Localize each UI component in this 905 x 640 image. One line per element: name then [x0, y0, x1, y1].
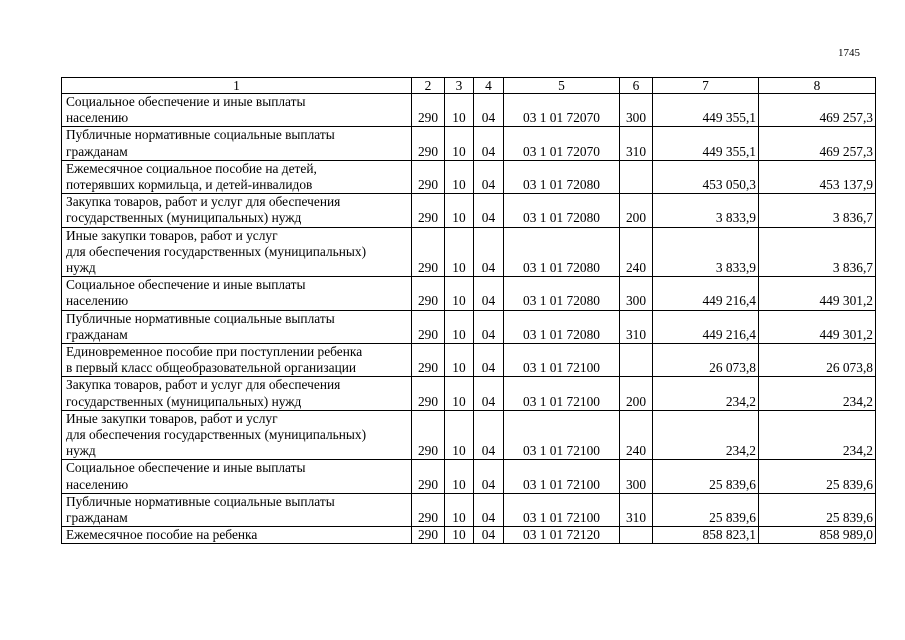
- item-name-line: населению: [66, 476, 129, 492]
- table-row: [62, 527, 876, 544]
- item-name-line: гражданам: [66, 143, 128, 159]
- item-name-line: гражданам: [66, 326, 128, 342]
- header-col-7: 7: [653, 78, 759, 94]
- item-name-line: гражданам: [66, 510, 128, 526]
- cell-amount-col7: 453 050,3: [653, 160, 759, 193]
- table-row: [62, 194, 876, 227]
- cell-item-name: [62, 410, 412, 460]
- cell-subchapter: 04: [474, 160, 504, 193]
- table-row: [62, 277, 876, 310]
- cell-expense-type: 200: [620, 377, 653, 410]
- cell-subchapter: 04: [474, 344, 504, 377]
- item-name-line: Социальное обеспечение и иные выплаты: [66, 277, 306, 293]
- cell-subchapter: 04: [474, 460, 504, 493]
- cell-subchapter: 04: [474, 377, 504, 410]
- cell-expense-type: 200: [620, 194, 653, 227]
- item-name-line: для обеспечения государственных (муниципальных): [66, 243, 367, 259]
- cell-section: 290: [412, 277, 445, 310]
- cell-item-name: [62, 377, 412, 410]
- cell-amount-col8: 234,2: [759, 410, 876, 460]
- cell-expense-type: 240: [620, 227, 653, 277]
- cell-target-code: 03 1 01 72100: [504, 410, 620, 460]
- cell-item-name: [62, 344, 412, 377]
- table-header: [62, 78, 876, 94]
- item-name-line: Публичные нормативные социальные выплаты: [66, 310, 335, 326]
- cell-expense-type: 240: [620, 410, 653, 460]
- cell-section: 290: [412, 527, 445, 544]
- cell-expense-type: 300: [620, 460, 653, 493]
- table-row: [62, 127, 876, 160]
- cell-expense-type: 310: [620, 310, 653, 343]
- cell-subchapter: 04: [474, 493, 504, 526]
- cell-amount-col7: 3 833,9: [653, 227, 759, 277]
- table-row: [62, 227, 876, 277]
- cell-chapter: 10: [445, 277, 474, 310]
- cell-section: 290: [412, 377, 445, 410]
- header-row: [62, 78, 876, 94]
- item-name-line: населению: [66, 110, 129, 126]
- cell-chapter: 10: [445, 493, 474, 526]
- cell-amount-col7: 26 073,8: [653, 344, 759, 377]
- item-name-line: государственных (муниципальных) нужд: [66, 393, 302, 409]
- cell-subchapter: 04: [474, 527, 504, 544]
- cell-amount-col8: 25 839,6: [759, 493, 876, 526]
- cell-chapter: 10: [445, 94, 474, 127]
- item-name-line: государственных (муниципальных) нужд: [66, 210, 302, 226]
- cell-subchapter: 04: [474, 277, 504, 310]
- header-col-5: 5: [504, 78, 620, 94]
- cell-section: 290: [412, 310, 445, 343]
- item-name-line: Социальное обеспечение и иные выплаты: [66, 460, 306, 476]
- cell-amount-col8: 449 301,2: [759, 277, 876, 310]
- cell-amount-col7: 234,2: [653, 377, 759, 410]
- cell-amount-col7: 25 839,6: [653, 493, 759, 526]
- table-row: [62, 94, 876, 127]
- item-name-line: в первый класс общеобразовательной организации: [66, 360, 357, 376]
- item-name-line: Иные закупки товаров, работ и услуг: [66, 227, 278, 243]
- item-name-line: Ежемесячное пособие на ребенка: [66, 527, 258, 543]
- cell-section: 290: [412, 194, 445, 227]
- cell-section: 290: [412, 460, 445, 493]
- cell-chapter: 10: [445, 377, 474, 410]
- cell-target-code: 03 1 01 72080: [504, 310, 620, 343]
- cell-expense-type: 310: [620, 127, 653, 160]
- cell-amount-col7: 449 216,4: [653, 310, 759, 343]
- table-row: [62, 460, 876, 493]
- header-col-6: 6: [620, 78, 653, 94]
- cell-chapter: 10: [445, 227, 474, 277]
- cell-amount-col8: 25 839,6: [759, 460, 876, 493]
- cell-chapter: 10: [445, 127, 474, 160]
- table-row: [62, 410, 876, 460]
- cell-item-name: [62, 194, 412, 227]
- cell-subchapter: 04: [474, 127, 504, 160]
- cell-amount-col8: 453 137,9: [759, 160, 876, 193]
- cell-item-name: [62, 277, 412, 310]
- cell-amount-col7: 234,2: [653, 410, 759, 460]
- cell-section: 290: [412, 493, 445, 526]
- cell-section: 290: [412, 94, 445, 127]
- cell-subchapter: 04: [474, 94, 504, 127]
- cell-section: 290: [412, 410, 445, 460]
- cell-amount-col7: 449 355,1: [653, 94, 759, 127]
- table-row: [62, 344, 876, 377]
- cell-amount-col8: 26 073,8: [759, 344, 876, 377]
- cell-subchapter: 04: [474, 227, 504, 277]
- cell-item-name: [62, 94, 412, 127]
- cell-amount-col7: 449 355,1: [653, 127, 759, 160]
- cell-amount-col8: 234,2: [759, 377, 876, 410]
- item-name-line: Закупка товаров, работ и услуг для обеспечения: [66, 377, 341, 393]
- cell-amount-col8: 3 836,7: [759, 194, 876, 227]
- item-name-line: Закупка товаров, работ и услуг для обеспечения: [66, 194, 341, 210]
- item-name-line: Публичные нормативные социальные выплаты: [66, 127, 335, 143]
- cell-subchapter: 04: [474, 410, 504, 460]
- cell-amount-col8: 469 257,3: [759, 127, 876, 160]
- cell-amount-col8: 469 257,3: [759, 94, 876, 127]
- cell-target-code: 03 1 01 72080: [504, 277, 620, 310]
- cell-target-code: 03 1 01 72100: [504, 344, 620, 377]
- cell-target-code: 03 1 01 72080: [504, 227, 620, 277]
- cell-chapter: 10: [445, 310, 474, 343]
- table-body: [62, 94, 876, 544]
- cell-target-code: 03 1 01 72080: [504, 160, 620, 193]
- cell-subchapter: 04: [474, 310, 504, 343]
- cell-amount-col8: 449 301,2: [759, 310, 876, 343]
- item-name-line: Ежемесячное социальное пособие на детей,: [66, 160, 317, 176]
- cell-target-code: 03 1 01 72070: [504, 94, 620, 127]
- cell-target-code: 03 1 01 72070: [504, 127, 620, 160]
- table-row: [62, 160, 876, 193]
- cell-chapter: 10: [445, 460, 474, 493]
- table-row: [62, 493, 876, 526]
- header-col-2: 2: [412, 78, 445, 94]
- cell-target-code: 03 1 01 72100: [504, 460, 620, 493]
- cell-section: 290: [412, 227, 445, 277]
- cell-expense-type: 300: [620, 94, 653, 127]
- cell-amount-col7: 858 823,1: [653, 527, 759, 544]
- cell-expense-type: 310: [620, 493, 653, 526]
- item-name-line: Единовременное пособие при поступлении ребенка: [66, 344, 363, 360]
- cell-item-name: [62, 460, 412, 493]
- cell-chapter: 10: [445, 410, 474, 460]
- cell-item-name: [62, 160, 412, 193]
- item-name-line: Социальное обеспечение и иные выплаты: [66, 94, 306, 109]
- header-col-3: 3: [445, 78, 474, 94]
- header-col-8: 8: [759, 78, 876, 94]
- cell-amount-col8: 3 836,7: [759, 227, 876, 277]
- cell-expense-type: 300: [620, 277, 653, 310]
- header-col-1: 1: [62, 78, 412, 94]
- page-number: 1745: [838, 47, 860, 59]
- cell-section: 290: [412, 160, 445, 193]
- cell-amount-col7: 25 839,6: [653, 460, 759, 493]
- cell-item-name: [62, 127, 412, 160]
- cell-expense-type: [620, 527, 653, 544]
- cell-expense-type: [620, 160, 653, 193]
- cell-chapter: 10: [445, 344, 474, 377]
- cell-section: 290: [412, 127, 445, 160]
- cell-chapter: 10: [445, 160, 474, 193]
- item-name-line: нужд: [66, 443, 96, 459]
- item-name-line: Публичные нормативные социальные выплаты: [66, 493, 335, 509]
- cell-chapter: 10: [445, 527, 474, 544]
- table-row: [62, 310, 876, 343]
- item-name-line: Иные закупки товаров, работ и услуг: [66, 410, 278, 426]
- cell-target-code: 03 1 01 72120: [504, 527, 620, 544]
- cell-target-code: 03 1 01 72080: [504, 194, 620, 227]
- budget-table: [61, 77, 876, 544]
- cell-amount-col8: 858 989,0: [759, 527, 876, 544]
- cell-amount-col7: 3 833,9: [653, 194, 759, 227]
- cell-amount-col7: 449 216,4: [653, 277, 759, 310]
- cell-target-code: 03 1 01 72100: [504, 493, 620, 526]
- item-name-line: потерявших кормильца, и детей-инвалидов: [66, 177, 313, 193]
- cell-section: 290: [412, 344, 445, 377]
- cell-expense-type: [620, 344, 653, 377]
- cell-item-name: [62, 310, 412, 343]
- cell-subchapter: 04: [474, 194, 504, 227]
- item-name-line: населению: [66, 293, 129, 309]
- cell-item-name: [62, 527, 412, 544]
- cell-item-name: [62, 227, 412, 277]
- item-name-line: нужд: [66, 260, 96, 276]
- cell-chapter: 10: [445, 194, 474, 227]
- header-col-4: 4: [474, 78, 504, 94]
- cell-target-code: 03 1 01 72100: [504, 377, 620, 410]
- item-name-line: для обеспечения государственных (муниципальных): [66, 427, 367, 443]
- cell-item-name: [62, 493, 412, 526]
- table-row: [62, 377, 876, 410]
